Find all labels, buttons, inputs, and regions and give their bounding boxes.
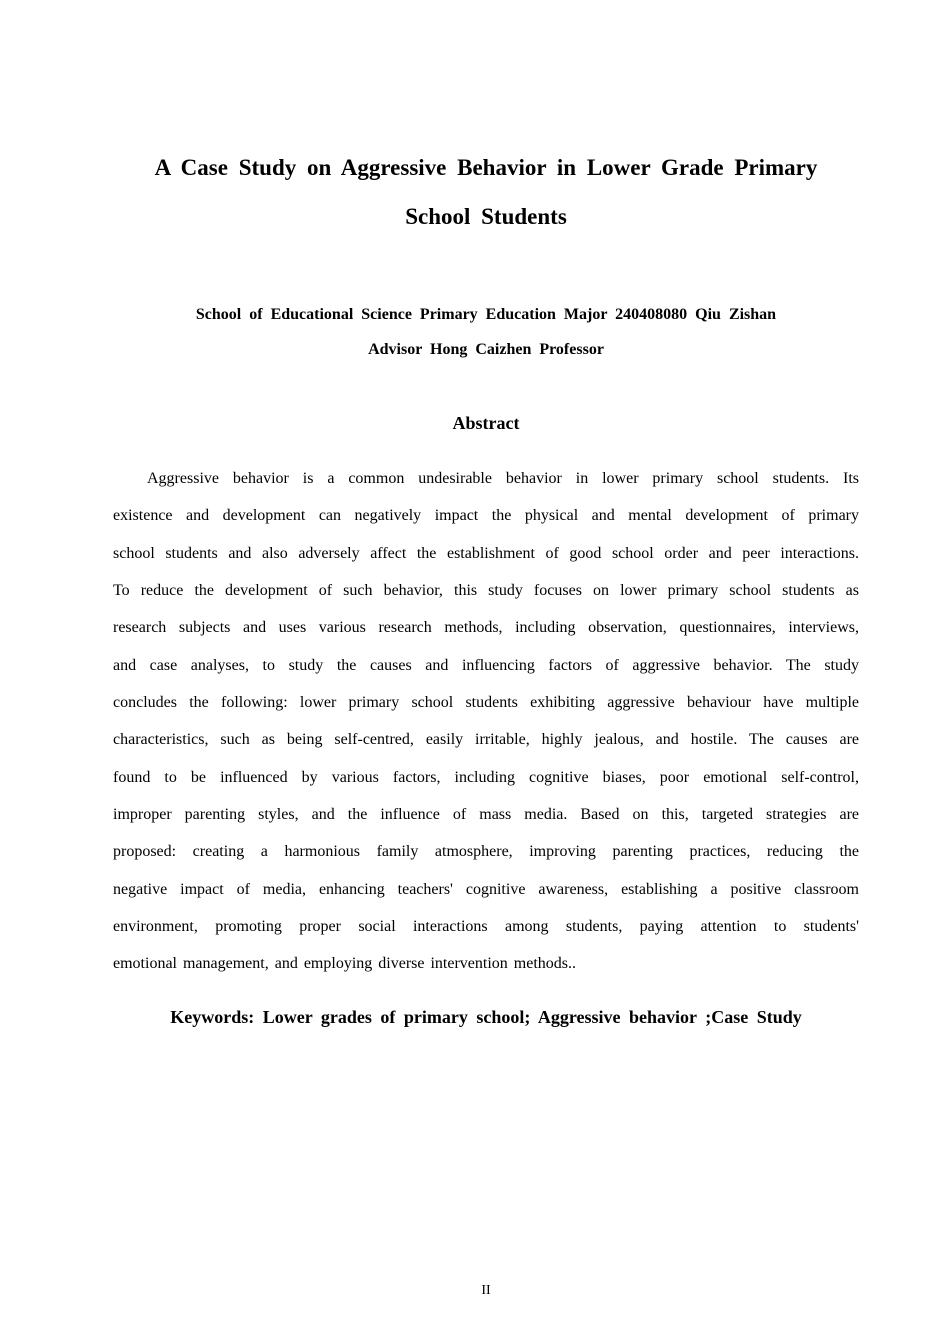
paper-title — [100, 143, 872, 241]
abstract-line: environment, promoting proper social interactions among students, paying attention to students' — [113, 918, 859, 936]
abstract-line: Aggressive behavior is a common undesirable behavior in lower primary school students. Its — [147, 470, 859, 487]
abstract-line: school students and also adversely affect the establishment of good school order and peer interactions. — [113, 544, 859, 562]
title-line-1: A Case Study on Aggressive Behavior in Lower Grade Primary — [154, 155, 818, 180]
abstract-line: To reduce the development of such behavior, this study focuses on lower primary school students as — [113, 582, 859, 600]
abstract-line: negative impact of media, enhancing teachers' cognitive awareness, establishing a positive classroom — [113, 880, 859, 898]
author-info: School of Educational Science Primary Education Major 240408080 Qiu Zishan — [195, 306, 777, 323]
keywords: Keywords: Lower grades of primary school; Aggressive behavior ;Case Study — [170, 1007, 802, 1027]
abstract-body — [113, 460, 859, 983]
page-number: II — [481, 1283, 491, 1298]
abstract-line: emotional management, and employing diverse intervention methods.. — [113, 955, 576, 973]
title-line-2: School Students — [405, 204, 567, 229]
advisor-info: Advisor Hong Caizhen Professor — [368, 341, 604, 358]
abstract-line: research subjects and uses various research methods, including observation, questionnaires, interviews, — [113, 619, 859, 637]
abstract-line: improper parenting styles, and the influence of mass media. Based on this, targeted strategies are — [113, 806, 859, 824]
abstract-line: characteristics, such as being self-centred, easily irritable, highly jealous, and hostile. The causes are — [113, 731, 859, 749]
abstract-line: concludes the following: lower primary school students exhibiting aggressive behaviour have multiple — [113, 694, 859, 712]
abstract-heading: Abstract — [452, 413, 520, 433]
abstract-line: proposed: creating a harmonious family atmosphere, improving parenting practices, reducing the — [113, 843, 859, 861]
abstract-line: found to be influenced by various factors, including cognitive biases, poor emotional self-control, — [113, 768, 859, 786]
abstract-line: existence and development can negatively impact the physical and mental development of primary — [113, 507, 859, 525]
abstract-line: and case analyses, to study the causes and influencing factors of aggressive behavior. The study — [113, 656, 859, 674]
